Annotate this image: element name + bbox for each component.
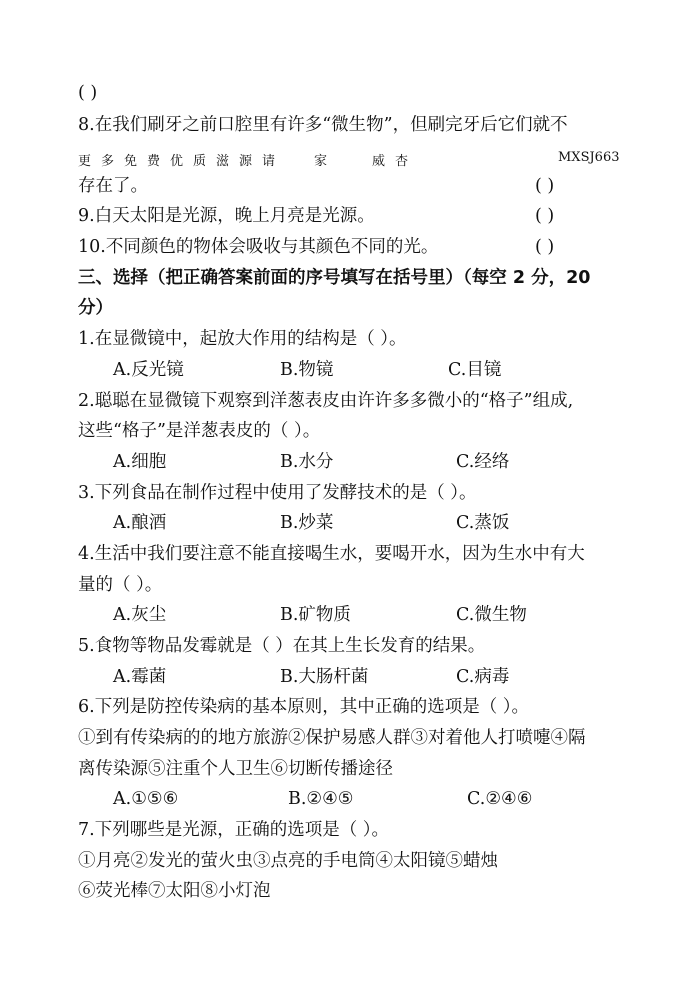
option-a: A.酿酒 xyxy=(113,513,167,533)
option-a: A.①⑤⑥ xyxy=(113,789,179,809)
question-4-line2: 量的（ ）。 xyxy=(78,575,163,595)
question-6-options xyxy=(0,788,696,810)
judge-item-9-answer: ( ) xyxy=(535,206,555,226)
watermark-char: 免 xyxy=(124,154,138,169)
question-7-line1: 7.下列哪些是光源，正确的选项是（ ）。 xyxy=(78,820,390,840)
judge-item-8-line2: 存在了。 xyxy=(78,176,148,196)
question-1-options xyxy=(0,359,696,381)
option-b: B.②④⑤ xyxy=(288,789,354,809)
watermark-char: 多 xyxy=(101,154,115,169)
option-b: B.大肠杆菌 xyxy=(280,667,369,687)
option-c: C.蒸饭 xyxy=(456,513,510,533)
section-3-title-line2: 分） xyxy=(78,298,113,318)
question-4-options xyxy=(0,604,696,626)
question-6-line3: 离传染源⑤注重个人卫生⑥切断传播途径 xyxy=(78,759,393,779)
option-c: C.②④⑥ xyxy=(467,789,533,809)
question-7-line2: ①月亮②发光的萤火虫③点亮的手电筒④太阳镜⑤蜡烛 xyxy=(78,851,498,871)
question-3-options xyxy=(0,512,696,534)
option-b: B.物镜 xyxy=(280,360,334,380)
option-c: C.目镜 xyxy=(448,360,502,380)
option-a: A.霉菌 xyxy=(113,667,167,687)
judge-item-9: 9.白天太阳是光源，晚上月亮是光源。 xyxy=(78,206,375,226)
watermark-code: MXSJ663 xyxy=(558,150,620,165)
watermark-line xyxy=(78,150,622,170)
option-b: B.水分 xyxy=(280,452,334,472)
watermark-char: 优 xyxy=(170,154,184,169)
watermark-char: 威 xyxy=(372,154,386,169)
answer-paren: ( ) xyxy=(78,83,98,103)
question-7-line3: ⑥荧光棒⑦太阳⑧小灯泡 xyxy=(78,881,271,901)
question-3: 3.下列食品在制作过程中使用了发酵技术的是（ ）。 xyxy=(78,483,477,503)
watermark-char: 家 xyxy=(314,154,328,169)
question-4-line1: 4.生活中我们要注意不能直接喝生水，要喝开水，因为生水中有大 xyxy=(78,544,585,564)
watermark-char: 更 xyxy=(78,154,92,169)
watermark-char: 源 xyxy=(239,154,253,169)
watermark-char: 滋 xyxy=(216,154,230,169)
watermark-char: 杏 xyxy=(395,154,409,169)
watermark-char: 费 xyxy=(147,154,161,169)
judge-item-8-line1: 8.在我们刷牙之前口腔里有许多“微生物”，但刷完牙后它们就不 xyxy=(78,115,568,135)
question-5-options xyxy=(0,666,696,688)
question-2-options xyxy=(0,451,696,473)
watermark-char: 请 xyxy=(262,154,276,169)
option-a: A.细胞 xyxy=(113,452,167,472)
question-6-line2: ①到有传染病的的地方旅游②保护易感人群③对着他人打喷嚏④隔 xyxy=(78,728,586,748)
section-3-title-line1: 三、选择（把正确答案前面的序号填写在括号里）（每空 2 分，20 xyxy=(78,268,591,288)
question-2-line2: 这些“格子”是洋葱表皮的（ ）。 xyxy=(78,421,321,441)
question-6-line1: 6.下列是防控传染病的基本原则，其中正确的选项是（ ）。 xyxy=(78,697,530,717)
option-c: C.微生物 xyxy=(456,605,527,625)
option-a: A.灰尘 xyxy=(113,605,167,625)
option-b: B.炒菜 xyxy=(280,513,334,533)
question-2-line1: 2.聪聪在显微镜下观察到洋葱表皮由许许多多微小的“格子”组成, xyxy=(78,391,574,411)
option-a: A.反光镜 xyxy=(113,360,184,380)
judge-item-10: 10.不同颜色的物体会吸收与其颜色不同的光。 xyxy=(78,237,439,257)
question-1: 1.在显微镜中，起放大作用的结构是（ ）。 xyxy=(78,329,407,349)
option-b: B.矿物质 xyxy=(280,605,351,625)
judge-item-8-answer: ( ) xyxy=(535,176,555,196)
watermark-char: 质 xyxy=(193,154,207,169)
question-5: 5.食物等物品发霉就是（ ）在其上生长发育的结果。 xyxy=(78,636,486,656)
option-c: C.病毒 xyxy=(456,667,510,687)
judge-item-10-answer: ( ) xyxy=(535,237,555,257)
option-c: C.经络 xyxy=(456,452,510,472)
